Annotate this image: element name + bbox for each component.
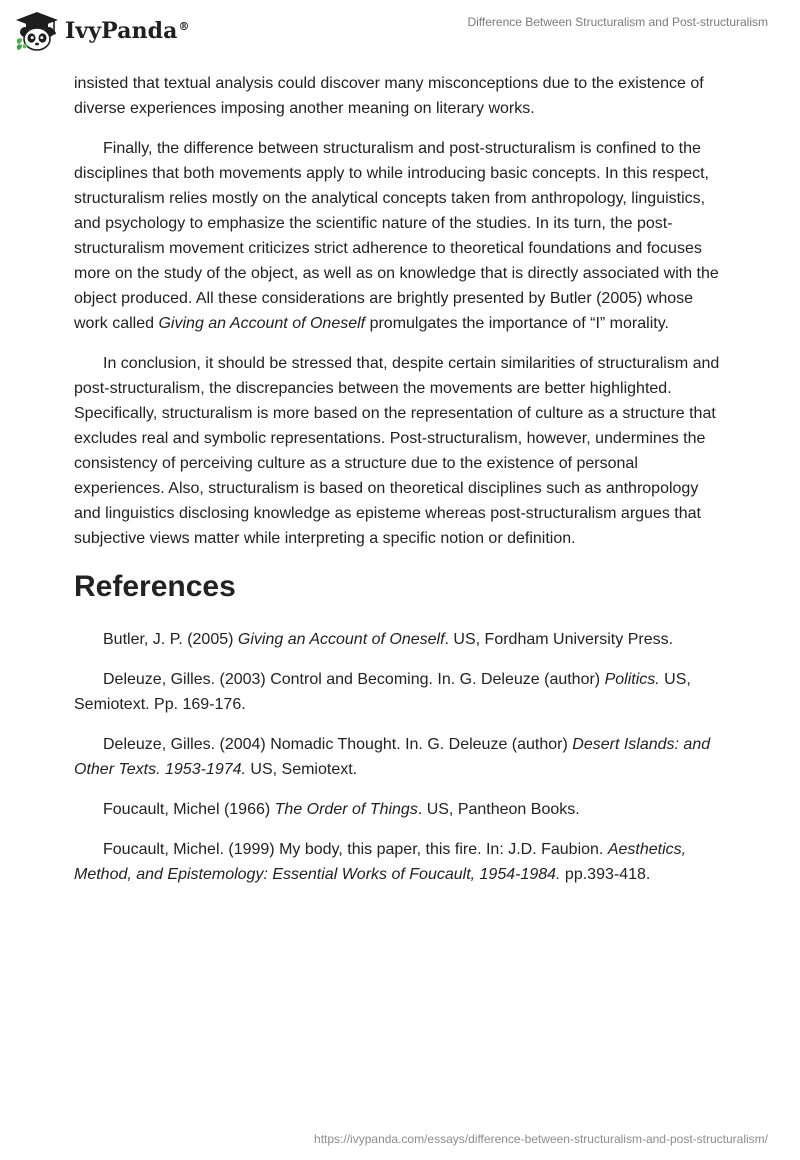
reference-item: Foucault, Michel. (1999) My body, this paper, this fire. In: J.D. Faubion. Aesthetics, Method, and Epistemology: Essential Works of Foucault, 1954-1984. pp.393-418. xyxy=(74,841,687,883)
references-list xyxy=(74,627,724,887)
reference-item: Butler, J. P. (2005) Giving an Account of Oneself. US, Fordham University Press. xyxy=(103,631,674,648)
document-title: Difference Between Structuralism and Post-structuralism xyxy=(467,15,768,29)
body-paragraph: Finally, the difference between structuralism and post-structuralism is confined to the disciplines that both movements apply to while introducing basic concepts. In this respect, structuralism relies mostly on the analytical concepts taken from anthropology, linguistics, and psychology to emphasize the scientific nature of the studies. In its turn, the post-structuralism movement criticizes strict adherence to theoretical foundations and focuses more on the study of the object, as well as on knowledge that is directly associated with the object produced. All these considerations are brightly presented by Butler (2005) whose work called Giving an Account of Oneself promulgates the importance of “I” morality. xyxy=(74,140,719,332)
ivypanda-logo[interactable] xyxy=(14,10,190,52)
reference-item: Deleuze, Gilles. (2004) Nomadic Thought. In. G. Deleuze (author) Desert Islands: and Other Texts. 1953-1974. US, Semiotext. xyxy=(74,736,711,778)
page-header xyxy=(0,0,800,64)
source-url-link[interactable]: https://ivypanda.com/essays/difference-between-structuralism-and-post-structuralism/ xyxy=(314,1132,768,1146)
panda-graduate-icon xyxy=(14,10,60,52)
reference-item: Foucault, Michel (1966) The Order of Things. US, Pantheon Books. xyxy=(103,801,580,818)
references-heading: References xyxy=(74,570,236,603)
body-paragraph: insisted that textual analysis could discover many misconceptions due to the existence of diverse experiences imposing another meaning on literary works. xyxy=(74,75,704,117)
brand-name: IvyPanda® xyxy=(65,18,190,44)
essay-content xyxy=(74,71,724,902)
reference-item: Deleuze, Gilles. (2003) Control and Becoming. In. G. Deleuze (author) Politics. US, Semiotext. Pp. 169-176. xyxy=(74,671,691,713)
body-paragraph: In conclusion, it should be stressed that, despite certain similarities of structuralism and post-structuralism, the discrepancies between the movements are better highlighted. Specifically, structuralism is more based on the representation of culture as a structure that excludes real and symbolic representations. Post-structuralism, however, undermines the consistency of perceiving culture as a structure due to the existence of personal experiences. Also, structuralism is based on theoretical disciplines such as anthropology and linguistics disclosing knowledge as episteme whereas post-structuralism argues that subjective views matter while interpreting a specific notion or definition. xyxy=(74,355,720,547)
